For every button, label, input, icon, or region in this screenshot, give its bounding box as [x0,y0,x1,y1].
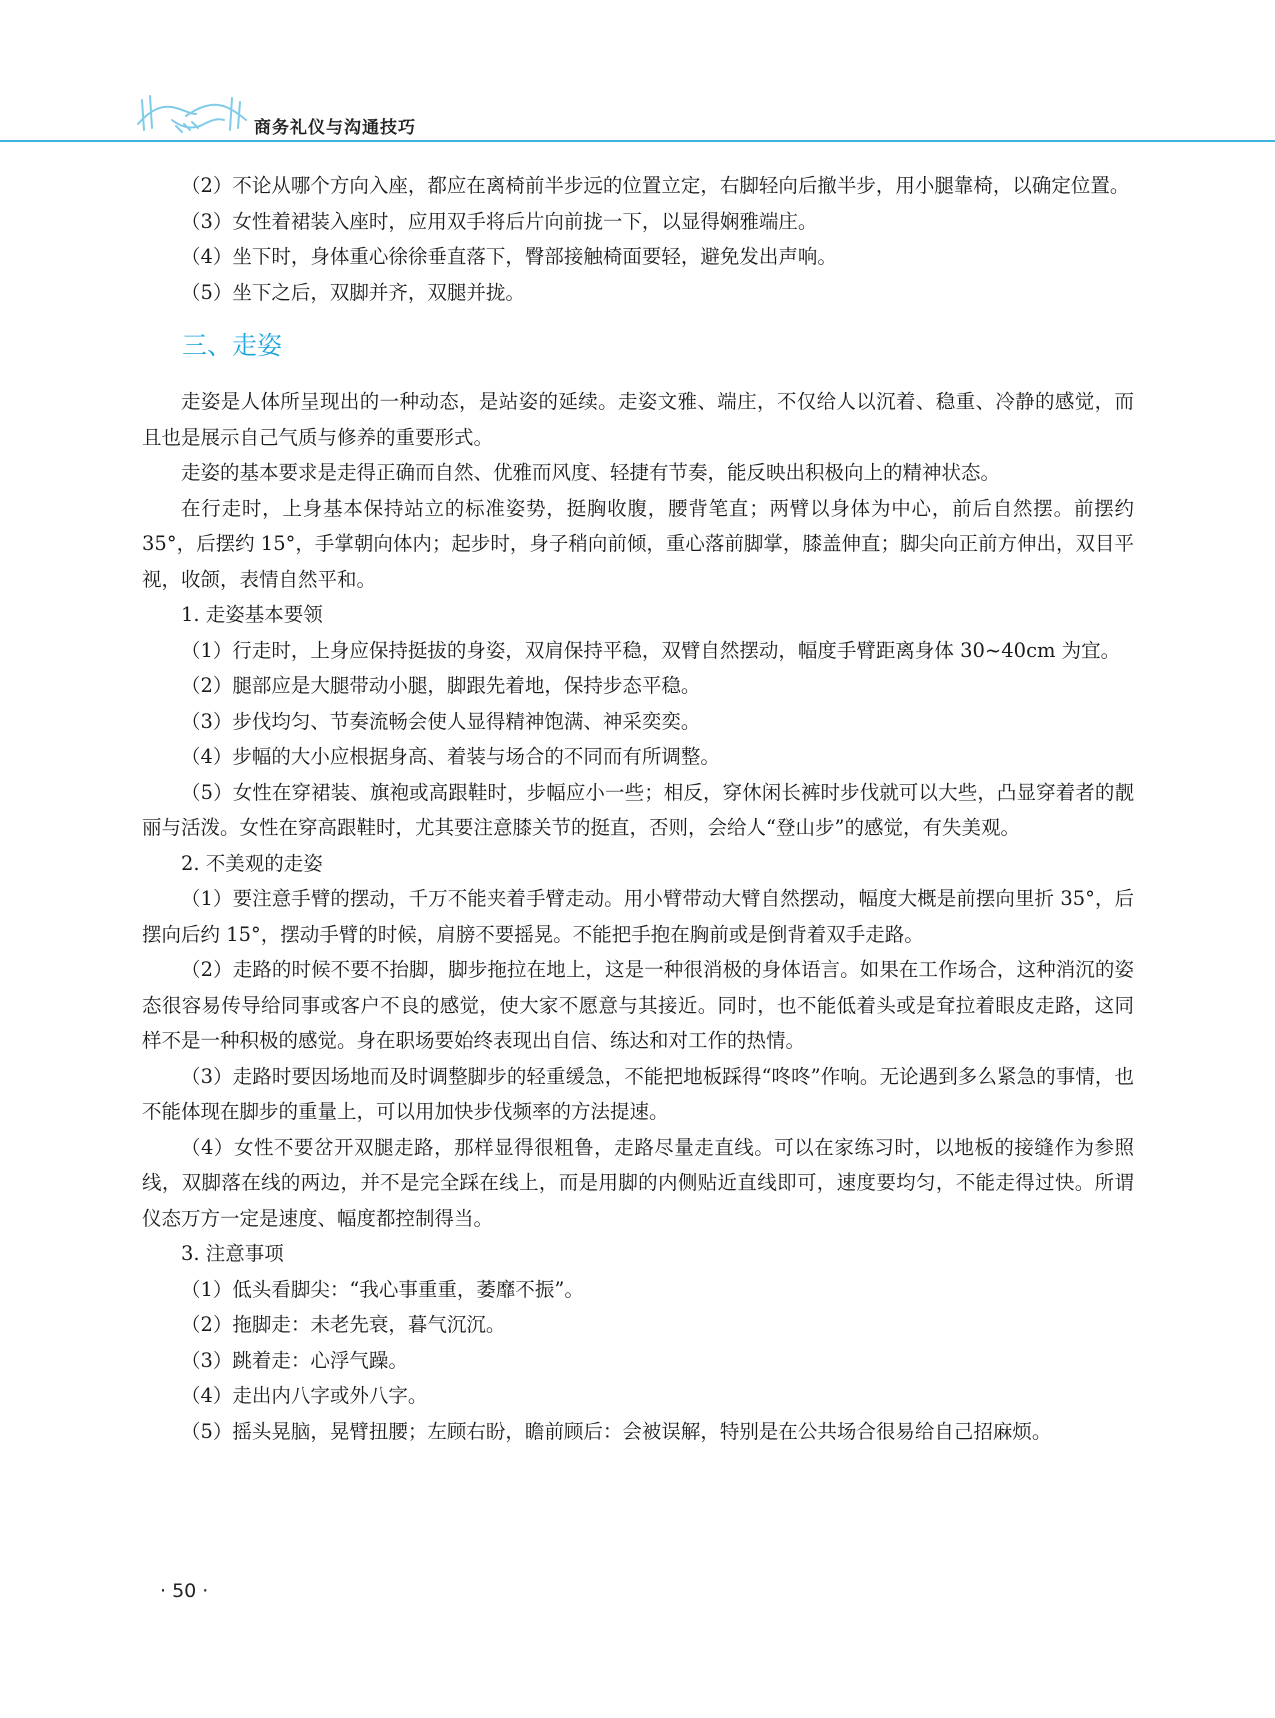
list-item: （5）女性在穿裙装、旗袍或高跟鞋时，步幅应小一些；相反，穿休闲长裤时步伐就可以大些，凸显穿着者的靓丽与活泼。女性在穿高跟鞋时，尤其要注意膝关节的挺直，否则，会给人“登山步”的感觉，有失美观。 [142,780,1134,839]
list-item: （5）摇头晃脑，晃臂扭腰；左顾右盼，瞻前顾后：会被误解，特别是在公共场合很易给自己招麻烦。 [181,1419,1052,1443]
list-item: （4）走出内八字或外八字。 [181,1384,428,1407]
list-item: （4）步幅的大小应根据身高、着装与场合的不同而有所调整。 [181,745,720,768]
list-item: （1）要注意手臂的摆动，千万不能夹着手臂走动。用小臂带动大臂自然摆动，幅度大概是前摆向里折 35°，后摆向后约 15°，摆动手臂的时候，肩膀不要摇晃。不能把手抱在胸前或是倒背着双手走路。 [142,887,1134,946]
list-item: （1）低头看脚尖：“我心事重重，萎靡不振”。 [181,1277,584,1301]
page-number: · 50 · [160,1580,209,1602]
list-item: （3）走路时要因场地而及时调整脚步的轻重缓急，不能把地板踩得“咚咚”作响。无论遇到多么紧急的事情，也不能体现在脚步的重量上，可以用加快步伐频率的方法提速。 [142,1064,1134,1123]
list-item: （4）女性不要岔开双腿走路，那样显得很粗鲁，走路尽量走直线。可以在家练习时，以地板的接缝作为参照线，双脚落在线的两边，并不是完全踩在线上，而是用脚的内侧贴近直线即可，速度要均匀，不能走得过快。所谓仪态万方一定是速度、幅度都控制得当。 [142,1135,1134,1230]
paragraph: （5）坐下之后，双脚并齐，双腿并拢。 [181,280,525,304]
paragraph: （4）坐下时，身体重心徐徐垂直落下，臀部接触椅面要轻，避免发出声响。 [181,245,837,268]
list-item: （3）步伐均匀、节奏流畅会使人显得精神饱满、神采奕奕。 [181,709,701,733]
list-item: （2）拖脚走：未老先衰，暮气沉沉。 [181,1313,506,1336]
handshake-icon [132,80,252,142]
paragraph: 走姿是人体所呈现出的一种动态，是站姿的延续。走姿文雅、端庄，不仅给人以沉着、稳重、冷静的感觉，而且也是展示自己气质与修养的重要形式。 [142,390,1134,449]
list-item: （2）腿部应是大腿带动小腿，脚跟先着地，保持步态平稳。 [181,674,701,697]
subsection-title: 3. 注意事项 [181,1242,284,1265]
subsection-title: 2. 不美观的走姿 [181,851,323,875]
paragraph: 在行走时，上身基本保持站立的标准姿势，挺胸收腹，腰背笔直；两臂以身体为中心，前后自然摆。前摆约 35°，后摆约 15°，手掌朝向体内；起步时，身子稍向前倾，重心落前脚掌，膝盖伸直；脚尖向正前方伸出，双目平视，收颌，表情自然平和。 [142,496,1134,591]
list-item: （2）走路的时候不要不抬脚，脚步拖拉在地上，这是一种很消极的身体语言。如果在工作场合，这种消沉的姿态很容易传导给同事或客户不良的感觉，使大家不愿意与其接近。同时，也不能低着头或是耷拉着眼皮走路，这同样不是一种积极的感觉。身在职场要始终表现出自信、练达和对工作的热情。 [142,958,1134,1052]
page-header [0,70,1275,142]
paragraph: 走姿的基本要求是走得正确而自然、优雅而风度、轻捷有节奏，能反映出积极向上的精神状态。 [181,461,1001,484]
page-content [142,168,1134,1449]
list-item: （3）跳着走：心浮气躁。 [181,1348,408,1372]
subsection-title: 1. 走姿基本要领 [181,603,323,626]
paragraph: （2）不论从哪个方向入座，都应在离椅前半步远的位置立定，右脚轻向后撤半步，用小腿靠椅，以确定位置。 [181,174,1130,197]
header-rule [0,140,1275,142]
list-item: （1）行走时，上身应保持挺拔的身姿，双肩保持平稳，双臂自然摆动，幅度手臂距离身体 30~40cm 为宜。 [181,638,1121,662]
paragraph: （3）女性着裙装入座时，应用双手将后片向前拢一下，以显得娴雅端庄。 [181,209,818,233]
section-heading: 三、走姿 [182,331,283,360]
book-title: 商务礼仪与沟通技巧 [254,118,416,138]
